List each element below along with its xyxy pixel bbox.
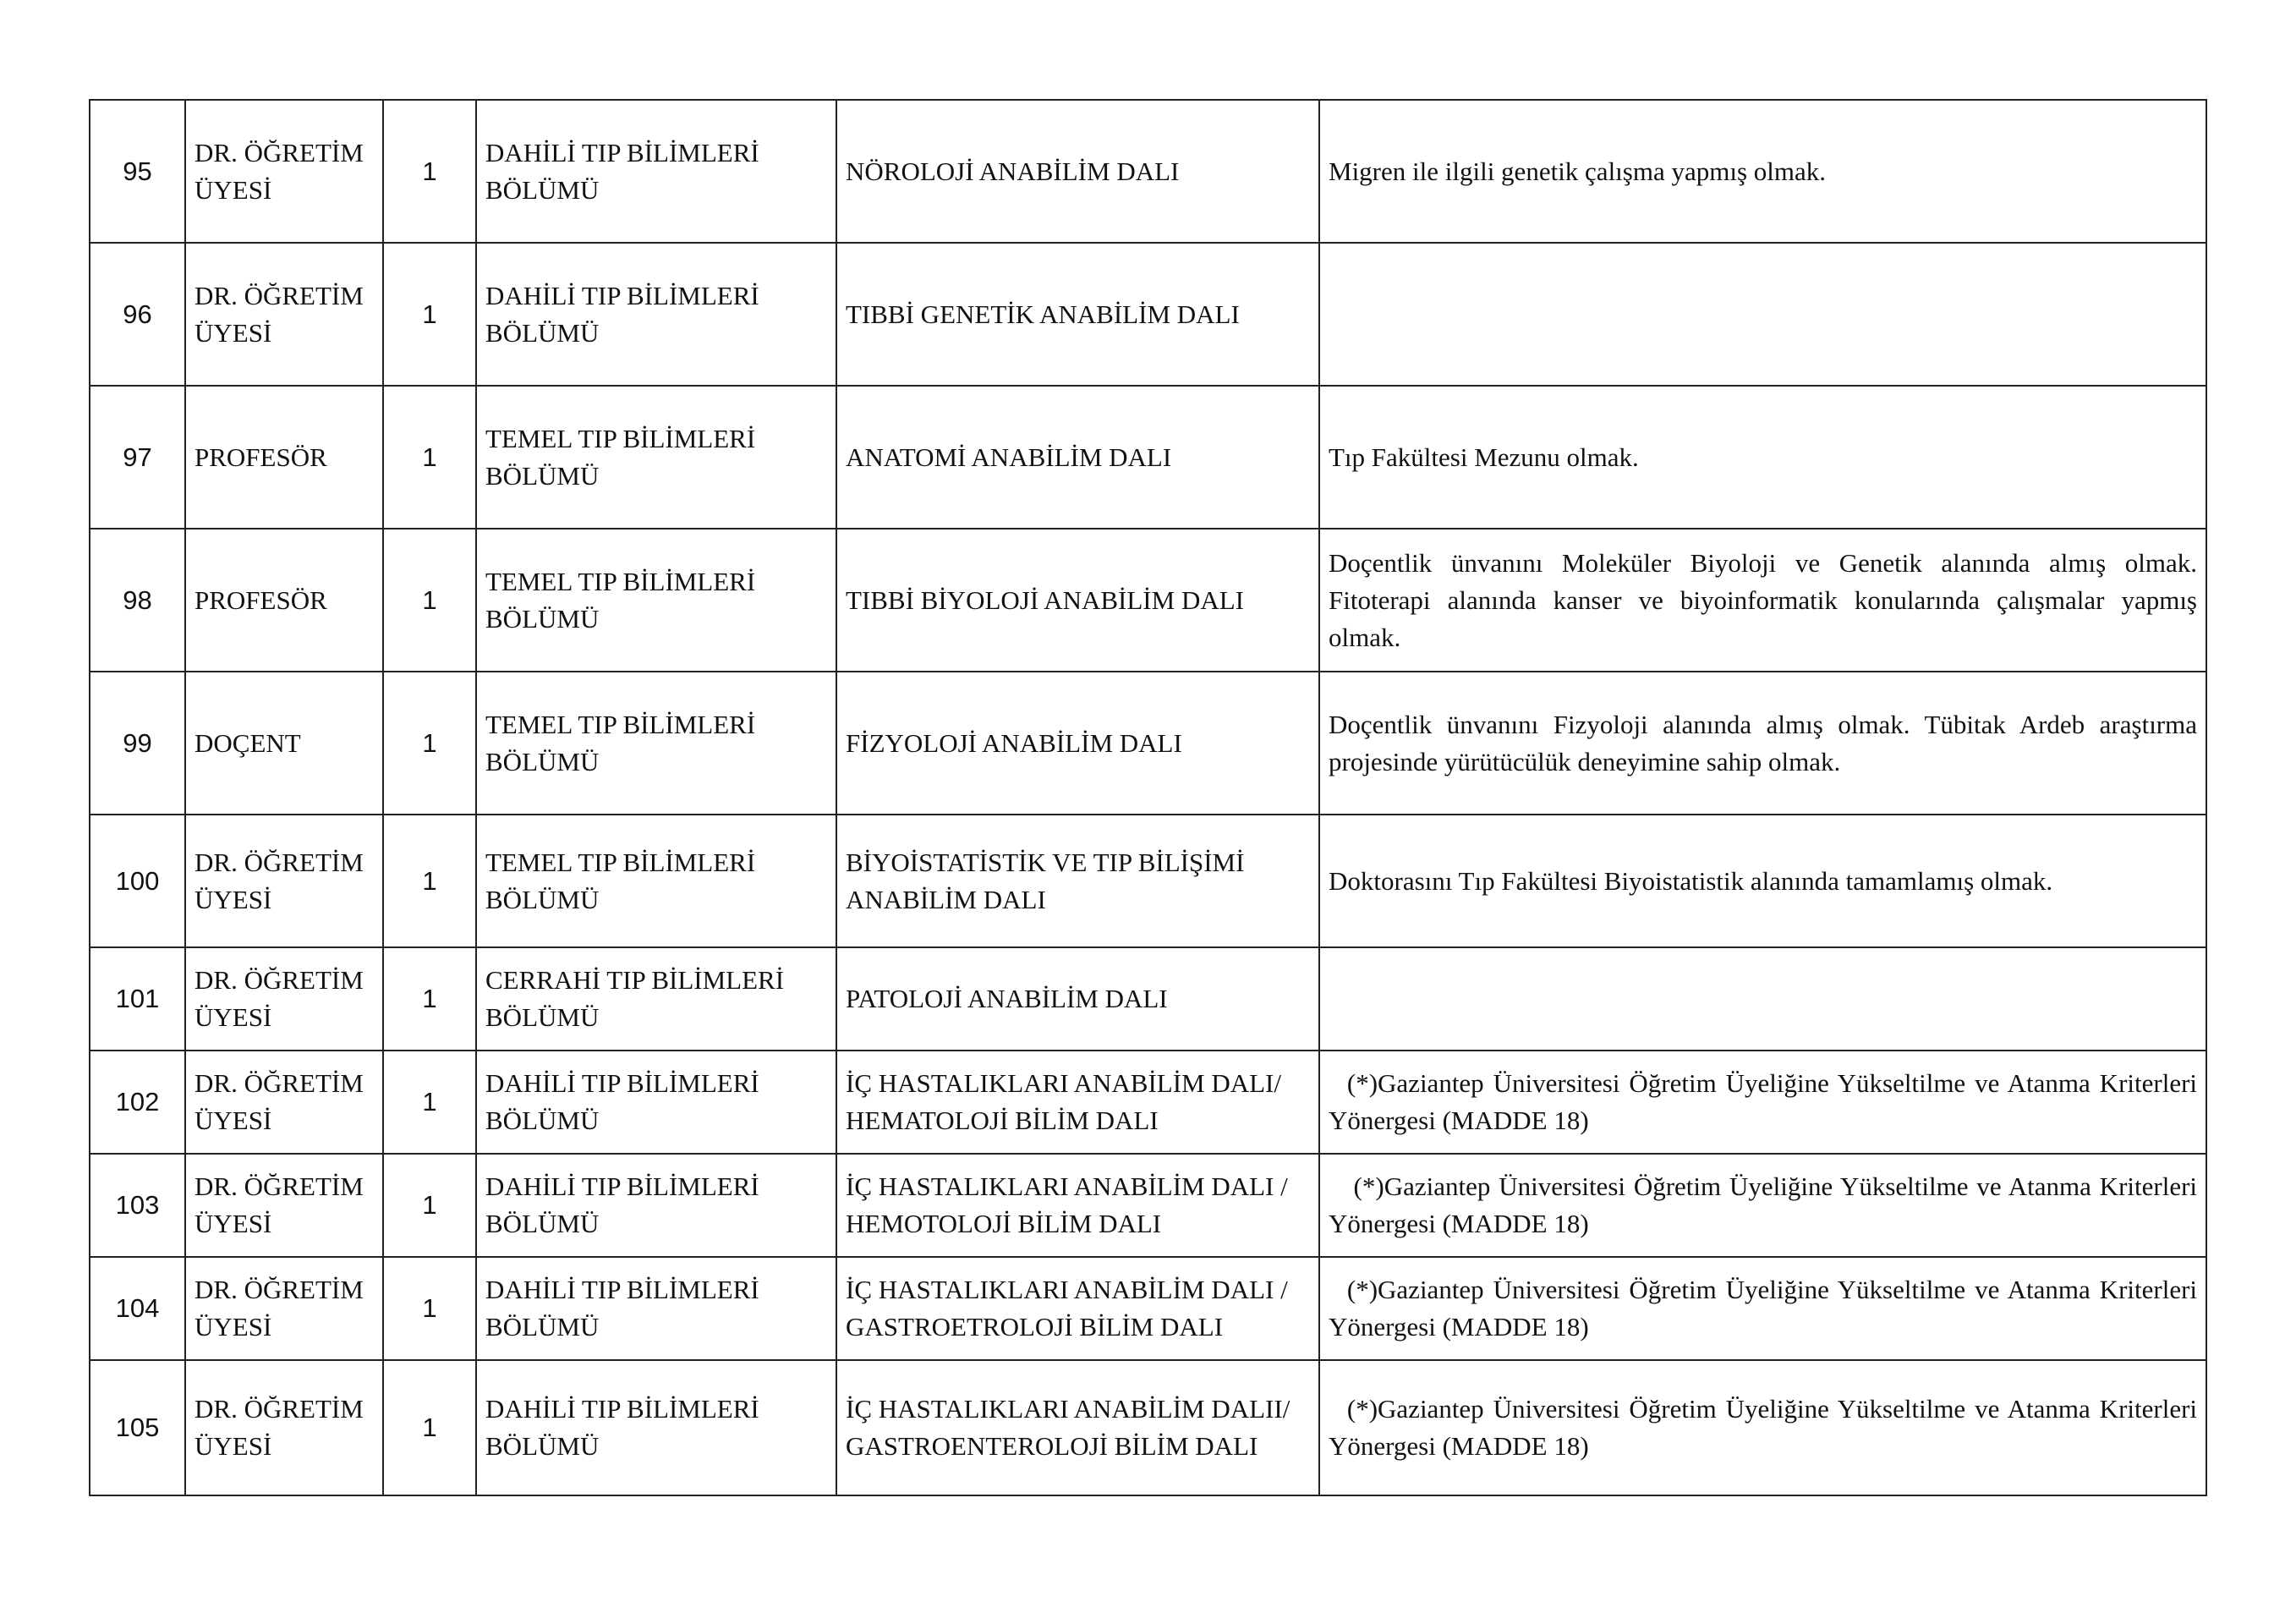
- anabilim-dali: TIBBİ BİYOLOJİ ANABİLİM DALI: [836, 529, 1319, 672]
- staff-title: DR. ÖĞRETİM ÜYESİ: [185, 100, 383, 243]
- anabilim-dali: NÖROLOJİ ANABİLİM DALI: [836, 100, 1319, 243]
- staff-title: DR. ÖĞRETİM ÜYESİ: [185, 947, 383, 1051]
- table-row: [90, 947, 2206, 1051]
- row-number: 96: [90, 243, 185, 386]
- requirement-text: Tıp Fakültesi Mezunu olmak.: [1329, 442, 1639, 472]
- position-count: 1: [383, 1154, 476, 1257]
- staff-position-table: [89, 99, 2207, 1496]
- requirement-text: Doçentlik ünvanını Moleküler Biyoloji ve Genetik alanında almış olmak. Fitoterapi alanında kanser ve biyoinformatik konularında çalışmalar yapmış olmak.: [1329, 547, 2204, 652]
- position-count: 1: [383, 100, 476, 243]
- position-count: 1: [383, 1051, 476, 1154]
- department: DAHİLİ TIP BİLİMLERİ BÖLÜMÜ: [476, 1257, 836, 1360]
- table-row: [90, 1051, 2206, 1154]
- department: CERRAHİ TIP BİLİMLERİ BÖLÜMÜ: [476, 947, 836, 1051]
- row-number: 105: [90, 1360, 185, 1495]
- table-row: [90, 1154, 2206, 1257]
- row-number: 104: [90, 1257, 185, 1360]
- staff-title: PROFESÖR: [185, 529, 383, 672]
- anabilim-dali: TIBBİ GENETİK ANABİLİM DALI: [836, 243, 1319, 386]
- table-row: [90, 815, 2206, 947]
- position-count: 1: [383, 815, 476, 947]
- requirement: [1319, 1360, 2206, 1495]
- row-number: 95: [90, 100, 185, 243]
- department: DAHİLİ TIP BİLİMLERİ BÖLÜMÜ: [476, 1051, 836, 1154]
- table-row: [90, 243, 2206, 386]
- requirement: [1319, 100, 2206, 243]
- department: TEMEL TIP BİLİMLERİ BÖLÜMÜ: [476, 672, 836, 815]
- requirement-text: Migren ile ilgili genetik çalışma yapmış olmak.: [1329, 156, 1827, 186]
- position-count: 1: [383, 529, 476, 672]
- department: DAHİLİ TIP BİLİMLERİ BÖLÜMÜ: [476, 1154, 836, 1257]
- row-number: 102: [90, 1051, 185, 1154]
- position-count: 1: [383, 243, 476, 386]
- requirement: [1319, 1051, 2206, 1154]
- requirement-text: (*)Gaziantep Üniversitesi Öğretim Üyeliğine Yükseltilme ve Atanma Kriterleri Yönergesi (MADDE 18): [1329, 1275, 2203, 1341]
- staff-title: PROFESÖR: [185, 386, 383, 529]
- row-number: 99: [90, 672, 185, 815]
- row-number: 98: [90, 529, 185, 672]
- requirement: [1319, 1257, 2206, 1360]
- position-count: 1: [383, 947, 476, 1051]
- staff-title: DR. ÖĞRETİM ÜYESİ: [185, 1154, 383, 1257]
- department: DAHİLİ TIP BİLİMLERİ BÖLÜMÜ: [476, 243, 836, 386]
- staff-title: DR. ÖĞRETİM ÜYESİ: [185, 1051, 383, 1154]
- requirement: [1319, 386, 2206, 529]
- anabilim-dali: İÇ HASTALIKLARI ANABİLİM DALI / HEMOTOLOJİ BİLİM DALI: [836, 1154, 1319, 1257]
- requirement: [1319, 947, 2206, 1051]
- table-row: [90, 672, 2206, 815]
- anabilim-dali: BİYOİSTATİSTİK VE TIP BİLİŞİMİ ANABİLİM DALI: [836, 815, 1319, 947]
- table-row: [90, 100, 2206, 243]
- row-number: 100: [90, 815, 185, 947]
- anabilim-dali: FİZYOLOJİ ANABİLİM DALI: [836, 672, 1319, 815]
- table-row: [90, 1360, 2206, 1495]
- staff-title: DOÇENT: [185, 672, 383, 815]
- staff-title: DR. ÖĞRETİM ÜYESİ: [185, 1360, 383, 1495]
- requirement: [1319, 1154, 2206, 1257]
- department: DAHİLİ TIP BİLİMLERİ BÖLÜMÜ: [476, 100, 836, 243]
- requirement-text: Doktorasını Tıp Fakültesi Biyoistatistik alanında tamamlamış olmak.: [1329, 865, 2053, 896]
- department: DAHİLİ TIP BİLİMLERİ BÖLÜMÜ: [476, 1360, 836, 1495]
- position-count: 1: [383, 1257, 476, 1360]
- position-count: 1: [383, 386, 476, 529]
- requirement-text: Doçentlik ünvanını Fizyoloji alanında almış olmak. Tübitak Ardeb araştırma projesinde yürütücülük deneyimine sahip olmak.: [1329, 709, 2204, 776]
- table-row: [90, 386, 2206, 529]
- department: TEMEL TIP BİLİMLERİ BÖLÜMÜ: [476, 815, 836, 947]
- staff-title: DR. ÖĞRETİM ÜYESİ: [185, 1257, 383, 1360]
- anabilim-dali: ANATOMİ ANABİLİM DALI: [836, 386, 1319, 529]
- row-number: 103: [90, 1154, 185, 1257]
- requirement: [1319, 672, 2206, 815]
- position-count: 1: [383, 672, 476, 815]
- table-row: [90, 1257, 2206, 1360]
- requirement: [1319, 529, 2206, 672]
- requirement-text: (*)Gaziantep Üniversitesi Öğretim Üyeliğine Yükseltilme ve Atanma Kriterleri Yönergesi (MADDE 18): [1329, 1171, 2203, 1238]
- row-number: 97: [90, 386, 185, 529]
- anabilim-dali: İÇ HASTALIKLARI ANABİLİM DALII/ GASTROENTEROLOJİ BİLİM DALI: [836, 1360, 1319, 1495]
- requirement: [1319, 815, 2206, 947]
- requirement-text: (*)Gaziantep Üniversitesi Öğretim Üyeliğine Yükseltilme ve Atanma Kriterleri Yönergesi (MADDE 18): [1329, 1068, 2203, 1135]
- row-number: 101: [90, 947, 185, 1051]
- requirement-text: (*)Gaziantep Üniversitesi Öğretim Üyeliğine Yükseltilme ve Atanma Kriterleri Yönergesi (MADDE 18): [1329, 1394, 2203, 1461]
- department: TEMEL TIP BİLİMLERİ BÖLÜMÜ: [476, 529, 836, 672]
- requirement: [1319, 243, 2206, 386]
- department: TEMEL TIP BİLİMLERİ BÖLÜMÜ: [476, 386, 836, 529]
- anabilim-dali: PATOLOJİ ANABİLİM DALI: [836, 947, 1319, 1051]
- anabilim-dali: İÇ HASTALIKLARI ANABİLİM DALI / GASTROETROLOJİ BİLİM DALI: [836, 1257, 1319, 1360]
- position-count: 1: [383, 1360, 476, 1495]
- staff-title: DR. ÖĞRETİM ÜYESİ: [185, 815, 383, 947]
- table-row: [90, 529, 2206, 672]
- anabilim-dali: İÇ HASTALIKLARI ANABİLİM DALI/ HEMATOLOJİ BİLİM DALI: [836, 1051, 1319, 1154]
- staff-title: DR. ÖĞRETİM ÜYESİ: [185, 243, 383, 386]
